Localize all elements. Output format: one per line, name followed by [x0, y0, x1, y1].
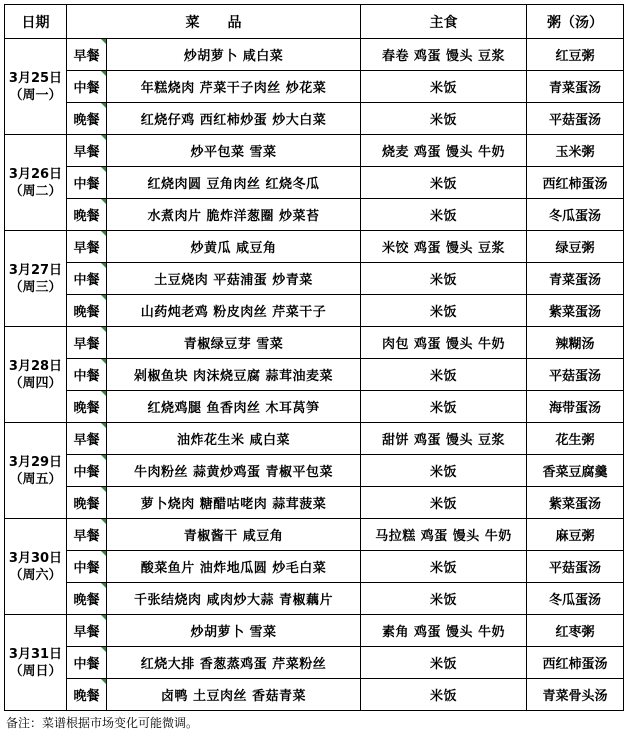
meal-row	[5, 135, 624, 167]
meal-staple: 米饭	[361, 263, 527, 295]
meal-dishes: 萝卜烧肉 糖醋咕咾肉 蒜茸菠菜	[107, 487, 361, 519]
day-date: 3月31日	[8, 646, 63, 662]
meal-name	[67, 103, 107, 135]
meal-staple: 马拉糕 鸡蛋 馒头 牛奶	[361, 519, 527, 551]
day-weekday: （周五）	[9, 471, 62, 487]
meal-label: 早餐	[73, 625, 100, 640]
meal-label: 中餐	[73, 657, 100, 672]
meal-row	[5, 679, 624, 711]
meal-soup: 平菇蛋汤	[527, 103, 624, 135]
meal-staple: 米饭	[361, 295, 527, 327]
meal-staple: 肉包 鸡蛋 馒头 牛奶	[361, 327, 527, 359]
meal-name	[67, 583, 107, 615]
meal-dishes: 剁椒鱼块 肉沫烧豆腐 蒜茸油麦菜	[107, 359, 361, 391]
meal-row	[5, 263, 624, 295]
day-date: 3月28日	[8, 358, 63, 374]
header-date: 日期	[5, 5, 67, 39]
meal-name	[67, 615, 107, 647]
day-date-cell	[5, 231, 67, 327]
meal-dishes: 水煮肉片 脆炸洋葱圈 炒菜苔	[107, 199, 361, 231]
meal-row	[5, 519, 624, 551]
meal-row	[5, 199, 624, 231]
meal-staple: 米饭	[361, 103, 527, 135]
weekly-menu-table	[4, 4, 624, 711]
meal-dishes: 山药炖老鸡 粉皮肉丝 芹菜干子	[107, 295, 361, 327]
meal-name	[67, 423, 107, 455]
meal-dishes: 炒胡萝卜 咸白菜	[107, 39, 361, 71]
meal-row	[5, 167, 624, 199]
meal-label: 早餐	[73, 433, 100, 448]
cell-comment-marker	[101, 487, 106, 492]
header-row	[5, 5, 624, 39]
day-date: 3月29日	[8, 454, 63, 470]
header-staple: 主食	[361, 5, 527, 39]
meal-soup: 青菜蛋汤	[527, 71, 624, 103]
day-date-cell	[5, 519, 67, 615]
meal-label: 中餐	[73, 369, 100, 384]
meal-dishes: 红烧大排 香葱蒸鸡蛋 芹菜粉丝	[107, 647, 361, 679]
meal-dishes: 年糕烧肉 芹菜干子肉丝 炒花菜	[107, 71, 361, 103]
meal-soup: 冬瓜蛋汤	[527, 583, 624, 615]
meal-name	[67, 231, 107, 263]
cell-comment-marker	[101, 391, 106, 396]
day-date: 3月25日	[8, 70, 63, 86]
cell-comment-marker	[101, 423, 106, 428]
footnote: 备注：菜谱根据市场变化可能微调。	[6, 716, 199, 730]
meal-staple: 春卷 鸡蛋 馒头 豆浆	[361, 39, 527, 71]
meal-staple: 米饭	[361, 71, 527, 103]
meal-label: 中餐	[73, 273, 100, 288]
meal-name	[67, 263, 107, 295]
meal-row	[5, 39, 624, 71]
meal-staple: 米饺 鸡蛋 馒头 豆浆	[361, 231, 527, 263]
meal-row	[5, 231, 624, 263]
meal-dishes: 千张结烧肉 咸肉炒大蒜 青椒藕片	[107, 583, 361, 615]
cell-comment-marker	[101, 71, 106, 76]
meal-label: 晚餐	[73, 593, 100, 608]
cell-comment-marker	[101, 167, 106, 172]
meal-staple: 米饭	[361, 583, 527, 615]
meal-name	[67, 679, 107, 711]
meal-row	[5, 583, 624, 615]
day-date-cell	[5, 327, 67, 423]
meal-row	[5, 455, 624, 487]
meal-dishes: 炒平包菜 雪菜	[107, 135, 361, 167]
meal-row	[5, 615, 624, 647]
meal-name	[67, 327, 107, 359]
meal-row	[5, 359, 624, 391]
meal-row	[5, 551, 624, 583]
meal-label: 早餐	[73, 241, 100, 256]
cell-comment-marker	[101, 231, 106, 236]
meal-dishes: 青椒酱干 咸豆角	[107, 519, 361, 551]
meal-staple: 米饭	[361, 455, 527, 487]
meal-soup: 香菜豆腐羹	[527, 455, 624, 487]
day-date: 3月30日	[8, 550, 63, 566]
meal-dishes: 红烧鸡腿 鱼香肉丝 木耳莴笋	[107, 391, 361, 423]
meal-name	[67, 519, 107, 551]
meal-dishes: 油炸花生米 咸白菜	[107, 423, 361, 455]
meal-row	[5, 423, 624, 455]
meal-soup: 西红柿蛋汤	[527, 167, 624, 199]
meal-name	[67, 135, 107, 167]
meal-dishes: 土豆烧肉 平菇浦蛋 炒青菜	[107, 263, 361, 295]
meal-row	[5, 391, 624, 423]
meal-label: 中餐	[73, 561, 100, 576]
cell-comment-marker	[101, 679, 106, 684]
meal-label: 晚餐	[73, 209, 100, 224]
cell-comment-marker	[101, 615, 106, 620]
meal-soup: 紫菜蛋汤	[527, 487, 624, 519]
meal-name	[67, 647, 107, 679]
cell-comment-marker	[101, 295, 106, 300]
day-date-cell	[5, 39, 67, 135]
meal-soup: 冬瓜蛋汤	[527, 199, 624, 231]
meal-dishes: 卤鸭 土豆肉丝 香菇青菜	[107, 679, 361, 711]
meal-staple: 米饭	[361, 551, 527, 583]
meal-label: 中餐	[73, 465, 100, 480]
day-weekday: （周三）	[9, 279, 62, 295]
day-weekday: （周二）	[9, 183, 62, 199]
meal-soup: 红豆粥	[527, 39, 624, 71]
meal-name	[67, 39, 107, 71]
meal-label: 晚餐	[73, 689, 100, 704]
meal-label: 中餐	[73, 81, 100, 96]
cell-comment-marker	[101, 455, 106, 460]
meal-staple: 米饭	[361, 199, 527, 231]
meal-soup: 花生粥	[527, 423, 624, 455]
meal-soup: 海带蛋汤	[527, 391, 624, 423]
meal-dishes: 红烧仔鸡 西红柿炒蛋 炒大白菜	[107, 103, 361, 135]
meal-row	[5, 71, 624, 103]
meal-soup: 平菇蛋汤	[527, 551, 624, 583]
meal-soup: 辣糊汤	[527, 327, 624, 359]
meal-staple: 烧麦 鸡蛋 馒头 牛奶	[361, 135, 527, 167]
meal-dishes: 青椒绿豆芽 雪菜	[107, 327, 361, 359]
meal-row	[5, 327, 624, 359]
meal-dishes: 红烧肉圆 豆角肉丝 红烧冬瓜	[107, 167, 361, 199]
day-date-cell	[5, 423, 67, 519]
meal-label: 早餐	[73, 49, 100, 64]
menu-body	[5, 39, 624, 711]
meal-soup: 紫菜蛋汤	[527, 295, 624, 327]
day-weekday: （周六）	[9, 567, 62, 583]
meal-staple: 米饭	[361, 487, 527, 519]
meal-soup: 麻豆粥	[527, 519, 624, 551]
meal-label: 晚餐	[73, 497, 100, 512]
meal-soup: 青菜蛋汤	[527, 263, 624, 295]
day-date-cell	[5, 135, 67, 231]
meal-name	[67, 71, 107, 103]
meal-soup: 平菇蛋汤	[527, 359, 624, 391]
meal-dishes: 酸菜鱼片 油炸地瓜圆 炒毛白菜	[107, 551, 361, 583]
meal-name	[67, 487, 107, 519]
meal-row	[5, 487, 624, 519]
cell-comment-marker	[101, 199, 106, 204]
meal-soup: 西红柿蛋汤	[527, 647, 624, 679]
cell-comment-marker	[101, 135, 106, 140]
meal-staple: 甜饼 鸡蛋 馒头 豆浆	[361, 423, 527, 455]
day-date-cell	[5, 615, 67, 711]
meal-soup: 红枣粥	[527, 615, 624, 647]
meal-row	[5, 103, 624, 135]
meal-staple: 米饭	[361, 647, 527, 679]
meal-dishes: 牛肉粉丝 蒜黄炒鸡蛋 青椒平包菜	[107, 455, 361, 487]
day-weekday: （周一）	[9, 87, 62, 103]
day-date: 3月27日	[8, 262, 63, 278]
meal-row	[5, 647, 624, 679]
meal-name	[67, 551, 107, 583]
meal-label: 早餐	[73, 337, 100, 352]
meal-label: 早餐	[73, 529, 100, 544]
meal-name	[67, 295, 107, 327]
cell-comment-marker	[101, 583, 106, 588]
cell-comment-marker	[101, 519, 106, 524]
header-dishes: 菜 品	[67, 5, 361, 39]
meal-name	[67, 167, 107, 199]
meal-name	[67, 455, 107, 487]
meal-label: 早餐	[73, 145, 100, 160]
meal-staple: 素角 鸡蛋 馒头 牛奶	[361, 615, 527, 647]
cell-comment-marker	[101, 39, 106, 44]
meal-label: 晚餐	[73, 113, 100, 128]
header-soup: 粥（汤）	[527, 5, 624, 39]
cell-comment-marker	[101, 551, 106, 556]
meal-row	[5, 295, 624, 327]
meal-soup: 玉米粥	[527, 135, 624, 167]
meal-soup: 绿豆粥	[527, 231, 624, 263]
meal-name	[67, 391, 107, 423]
meal-name	[67, 199, 107, 231]
day-date: 3月26日	[8, 166, 63, 182]
meal-staple: 米饭	[361, 391, 527, 423]
meal-label: 中餐	[73, 177, 100, 192]
cell-comment-marker	[101, 327, 106, 332]
cell-comment-marker	[101, 263, 106, 268]
cell-comment-marker	[101, 103, 106, 108]
meal-dishes: 炒黄瓜 咸豆角	[107, 231, 361, 263]
meal-soup: 青菜骨头汤	[527, 679, 624, 711]
cell-comment-marker	[101, 359, 106, 364]
meal-label: 晚餐	[73, 305, 100, 320]
meal-staple: 米饭	[361, 679, 527, 711]
cell-comment-marker	[101, 647, 106, 652]
meal-staple: 米饭	[361, 167, 527, 199]
meal-label: 晚餐	[73, 401, 100, 416]
meal-staple: 米饭	[361, 359, 527, 391]
meal-dishes: 炒胡萝卜 雪菜	[107, 615, 361, 647]
day-weekday: （周四）	[9, 375, 62, 391]
day-weekday: （周日）	[9, 663, 62, 679]
meal-name	[67, 359, 107, 391]
